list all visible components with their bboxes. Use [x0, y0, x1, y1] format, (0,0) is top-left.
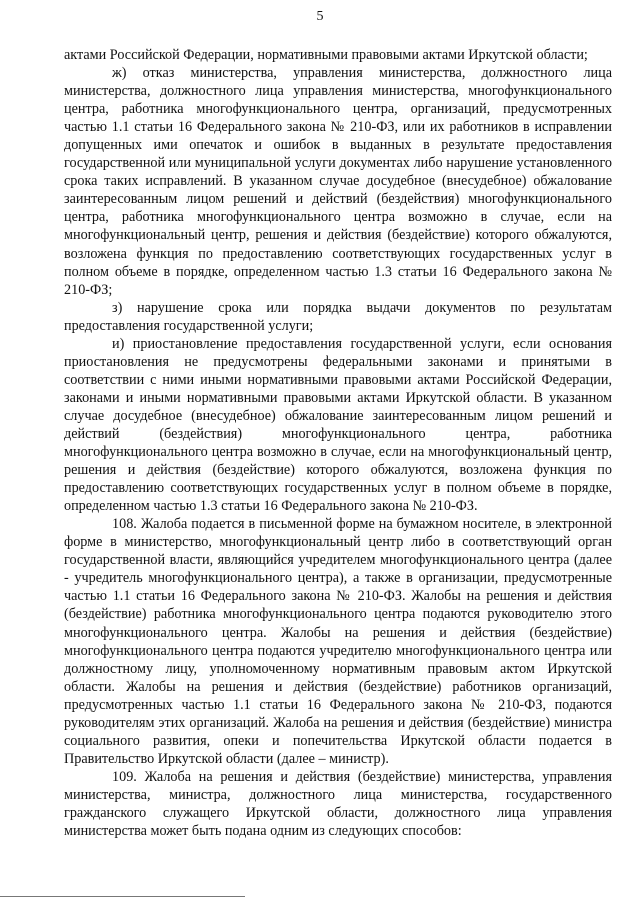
- document-body: [64, 46, 612, 840]
- paragraph-item-zh: ж) отказ министерства, управления министерства, должностного лица министерства, должностного лица управления министерства, многофункционального центра, работника многофункционального центра, организаций, предусмотренных частью 1.1 статьи 16 Федерального закона № 210-ФЗ, или их работников в исправлении допущенных ими опечаток и ошибок в выданных в результате предоставления государственной или муниципальной услуги документах либо нарушение установленного срока таких исправлений. В указанном случае досудебное (внесудебное) обжалование заинтересованным лицом решений и действий (бездействия) многофункционального центра, работника многофункционального центра возможно в случае, если на многофункциональный центр, решения и действия (бездействие) которого обжалуются, возложена функция по предоставлению соответствующих государственных услуг в полном объеме в порядке, определенном частью 1.3 статьи 16 Федерального закона № 210-ФЗ;: [64, 65, 612, 298]
- paragraph-item-z: з) нарушение срока или порядка выдачи документов по результатам предоставления государственной услуги;: [64, 299, 612, 334]
- paragraph-108: 108. Жалоба подается в письменной форме на бумажном носителе, в электронной форме в министерство, многофункциональный центр либо в соответствующий орган государственной власти, являющийся учредителем многофункционального центра (далее - учредитель многофункционального центра), а также в организации, предусмотренные частью 1.1 статьи 16 Федерального закона № 210-ФЗ. Жалобы на решения и действия (бездействие) работника многофункционального центра подаются руководителю этого многофункционального центра. Жалобы на решения и действия (бездействие) многофункционального центра подаются учредителю многофункционального центра или должностному лицу, уполномоченному нормативным правовым актом Иркутской области. Жалобы на решения и действия (бездействие) работников организаций, предусмотренных частью 1.1 статьи 16 Федерального закона № 210-ФЗ, подаются руководителям этих организаций. Жалоба на решения и действия (бездействие) министра социального развития, опеки и попечительства Иркутской области подается в Правительство Иркутской области (далее – министр).: [64, 516, 612, 767]
- page-number: 5: [316, 9, 324, 24]
- paragraph-continuation: актами Российской Федерации, нормативными правовыми актами Иркутской области;: [64, 47, 588, 63]
- paragraph-109: 109. Жалоба на решения и действия (бездействие) министерства, управления министерства, министра, должностного лица министерства, государственного гражданского служащего Иркутской области, должностного лица управления министерства может быть подана одним из следующих способов:: [64, 768, 612, 840]
- paragraph-item-i: и) приостановление предоставления государственной услуги, если основания приостановления не предусмотрены федеральными законами и принятыми в соответствии с ними иными нормативными правовыми актами Российской Федерации, законами и иными нормативными правовыми актами Иркутской области. В указанном случае досудебное (внесудебное) обжалование заинтересованным лицом решений и действий (бездействия) многофункционального центра, работника многофункционального центра возможно в случае, если на многофункциональный центр, решения и действия (бездействие) которого обжалуются, возложена функция по предоставлению соответствующих государственных услуг в полном объеме в порядке, определенном частью 1.3 статьи 16 Федерального закона № 210-ФЗ.: [64, 335, 612, 515]
- footer-divider: [0, 896, 245, 897]
